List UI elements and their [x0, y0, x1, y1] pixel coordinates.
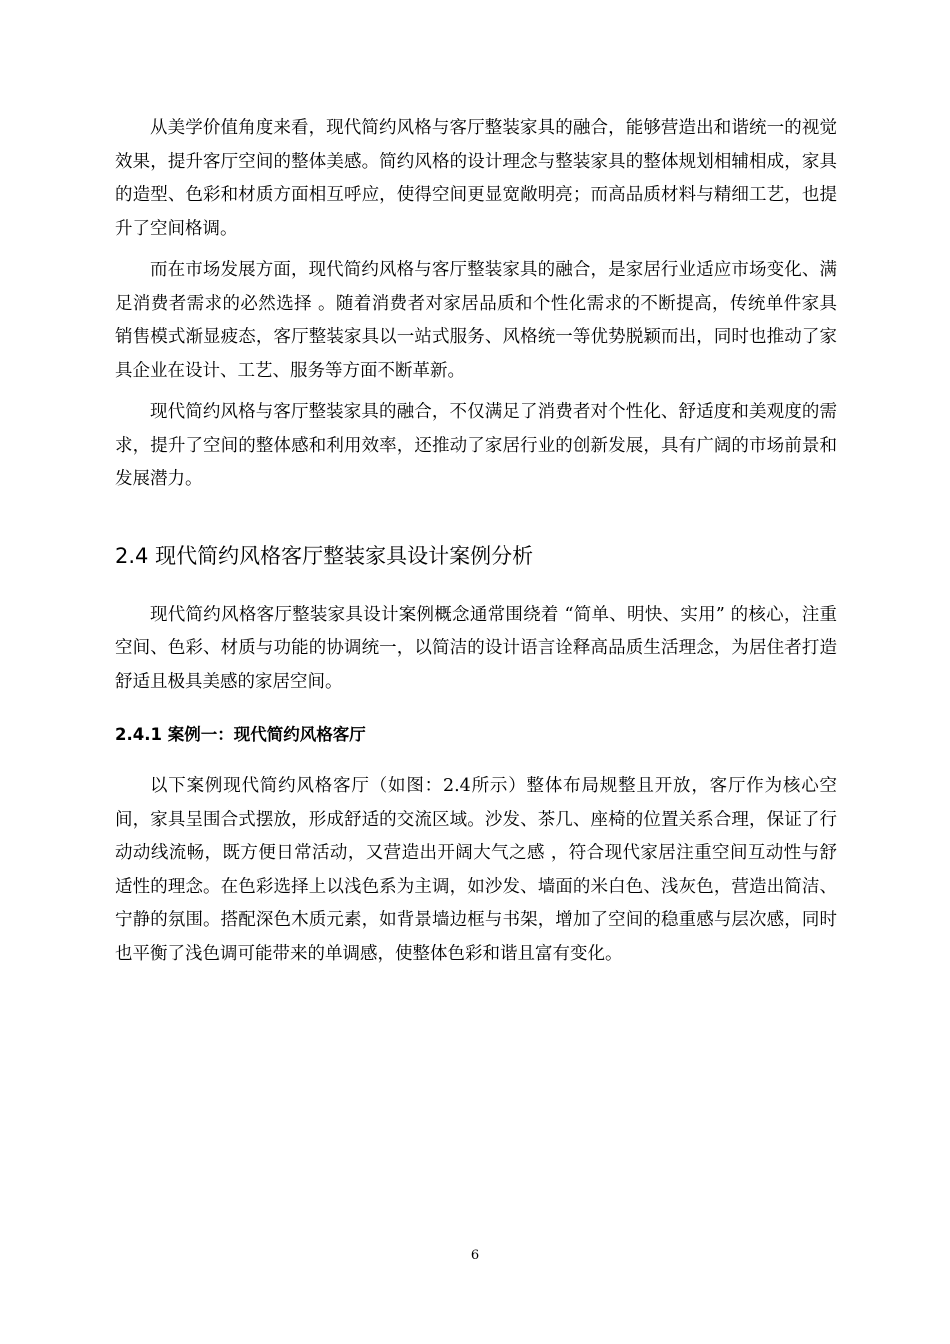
paragraph-conclusion: 现代简约风格与客厅整装家具的融合，不仅满足了消费者对个性化、舒适度和美观度的需求，提升了空间的整体感和利用效率，还推动了家居行业的创新发展，具有广阔的市场前景和发展潜力。: [115, 402, 837, 489]
paragraph-market-development: 而在市场发展方面，现代简约风格与客厅整装家具的融合，是家居行业适应市场变化、满足消费者需求的必然选择 。随着消费者对家居品质和个性化需求的不断提高，传统单件家具销售模式渐显疲态，客厅整装家具以一站式服务、风格统一等优势脱颖而出，同时也推动了家具企业在设计、工艺、服务等方面不断革新。: [115, 260, 837, 381]
page-body: [115, 112, 837, 971]
section-heading: 2.4 现代简约风格客厅整装家具设计案例分析: [115, 543, 534, 568]
subsection-heading: 2.4.1 案例一：现代简约风格客厅: [115, 725, 366, 744]
case-one-paragraph: 以下案例现代简约风格客厅（如图：2.4所示）整体布局规整且开放，客厅作为核心空间，家具呈围合式摆放，形成舒适的交流区域。沙发、茶几、座椅的位置关系合理，保证了行动动线流畅，既方便日常活动，又营造出开阔大气之感 ，符合现代家居注重空间互动性与舒适性的理念。在色彩选择上以浅色系为主调，如沙发、墙面的米白色、浅灰色，营造出简洁、宁静的氛围。搭配深色木质元素，如背景墙边框与书架，增加了空间的稳重感与层次感，同时也平衡了浅色调可能带来的单调感，使整体色彩和谐且富有变化。: [115, 776, 837, 964]
page-number: 6: [470, 1248, 480, 1263]
paragraph-aesthetic-value: 从美学价值角度来看，现代简约风格与客厅整装家具的融合，能够营造出和谐统一的视觉效果，提升客厅空间的整体美感。简约风格的设计理念与整装家具的整体规划相辅相成，家具的造型、色彩和材质方面相互呼应，使得空间更显宽敞明亮；而高品质材料与精细工艺，也提升了空间格调。: [115, 118, 837, 239]
section-intro-paragraph: 现代简约风格客厅整装家具设计案例概念通常围绕着 “简单、明快、实用” 的核心，注重空间、色彩、材质与功能的协调统一，以简洁的设计语言诠释高品质生活理念，为居住者打造舒适且极具美感的家居空间。: [115, 604, 837, 692]
